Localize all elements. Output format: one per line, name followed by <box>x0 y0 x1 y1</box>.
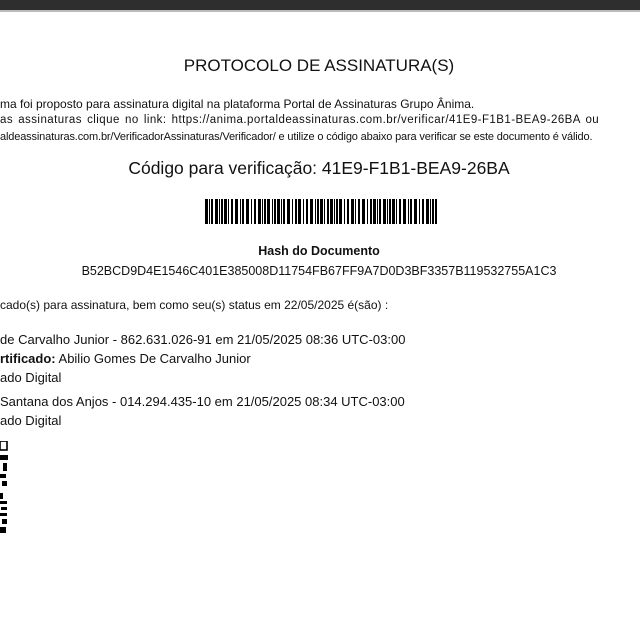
barcode-bar <box>264 199 266 224</box>
barcode-bar <box>274 199 276 224</box>
barcode-bar <box>414 199 417 224</box>
certificate-value: Abilio Gomes De Carvalho Junior <box>55 351 251 366</box>
barcode-bar <box>298 199 301 224</box>
barcode-bar <box>254 199 256 224</box>
barcode-bar <box>205 199 208 224</box>
status-line: cado(s) para assinatura, bem como seu(s) status em 22/05/2025 é(são) : <box>0 298 389 312</box>
signer-1-certificate <box>0 351 251 366</box>
signer-2-line: Santana dos Anjos - 014.294.435-10 em 21/05/2025 08:34 UTC-03:00 <box>0 394 405 409</box>
barcode-bar <box>211 199 213 224</box>
viewer-toolbar <box>0 0 640 12</box>
barcode-bar <box>246 199 249 224</box>
barcode-bar <box>336 199 338 224</box>
barcode-bar <box>242 199 244 224</box>
barcode-bar <box>389 199 391 224</box>
barcode-bar <box>358 199 360 224</box>
barcode-bar <box>435 199 437 224</box>
barcode-bar <box>327 199 329 224</box>
barcode-bar <box>224 199 227 224</box>
barcode-bar <box>419 199 420 224</box>
intro-line-2: as assinaturas clique no link: https://anima.portaldeassinaturas.com.br/verificar/41E9-F1B1-BEA9-26BA ou <box>0 114 600 126</box>
barcode-bar <box>292 199 293 224</box>
barcode-bar <box>317 199 319 224</box>
barcode-bar <box>408 199 409 224</box>
barcode-bar <box>231 199 233 224</box>
barcode-bar <box>347 199 349 224</box>
hash-value: B52BCD9D4E1546C401E385008D11754FB67FF9A7D0D3BF3357B119532755A1C3 <box>81 264 557 278</box>
barcode-bar <box>281 199 282 224</box>
barcode-bar <box>228 199 229 224</box>
barcode-bar <box>339 199 342 224</box>
barcode-bar <box>373 199 376 224</box>
page-title: PROTOCOLO DE ASSINATURA(S) <box>183 56 455 75</box>
barcode-bar <box>377 199 378 224</box>
barcode-bar <box>306 199 308 224</box>
barcode-bar <box>334 199 335 224</box>
barcode-bar <box>370 199 372 224</box>
signer-1-line: de Carvalho Junior - 862.631.026-91 em 21/05/2025 08:36 UTC-03:00 <box>0 332 406 347</box>
barcode-bar <box>240 199 241 224</box>
qr-code <box>0 441 8 535</box>
hash-heading: Hash do Documento <box>258 244 380 258</box>
barcode-bar <box>324 199 325 224</box>
barcode-bar <box>272 199 273 224</box>
barcode-bar <box>310 199 313 224</box>
barcode-bar <box>344 199 345 224</box>
signer-1-type: ado Digital <box>0 370 62 385</box>
barcode-bar <box>251 199 252 224</box>
intro-line-1: ma foi proposto para assinatura digital na plataforma Portal de Assinaturas Grupo Ânima. <box>0 97 475 111</box>
barcode-bar <box>410 199 412 224</box>
barcode-bar <box>426 199 429 224</box>
barcode-bar <box>267 199 270 224</box>
barcode-bar <box>277 199 280 224</box>
barcode-bar <box>351 199 354 224</box>
barcode-bar <box>422 199 424 224</box>
barcode-bar <box>209 199 210 224</box>
barcode-bar <box>315 199 316 224</box>
barcode-bar <box>320 199 323 224</box>
barcode-bar <box>362 199 365 224</box>
barcode-bar <box>235 199 238 224</box>
barcode-bar <box>430 199 431 224</box>
barcode-bar <box>399 199 401 224</box>
signer-2-type: ado Digital <box>0 413 62 428</box>
barcode-bar <box>303 199 304 224</box>
barcode-bar <box>330 199 333 224</box>
barcode-bar <box>287 199 290 224</box>
verification-code: Código para verificação: 41E9-F1B1-BEA9-26BA <box>128 158 510 178</box>
barcode-bar <box>392 199 395 224</box>
barcode-bar <box>379 199 381 224</box>
barcode <box>205 199 437 224</box>
barcode-bar <box>387 199 388 224</box>
barcode-bar <box>283 199 285 224</box>
barcode-bar <box>262 199 263 224</box>
barcode-bar <box>215 199 218 224</box>
barcode-bar <box>432 199 434 224</box>
barcode-bar <box>221 199 223 224</box>
barcode-bar <box>383 199 386 224</box>
barcode-bar <box>219 199 220 224</box>
barcode-bar <box>258 199 261 224</box>
barcode-bar <box>367 199 368 224</box>
certificate-label: rtificado: <box>0 351 56 366</box>
barcode-bar <box>403 199 406 224</box>
barcode-bar <box>295 199 297 224</box>
barcode-bar <box>396 199 397 224</box>
barcode-bar <box>355 199 356 224</box>
intro-line-3: aldeassinaturas.com.br/VerificadorAssinaturas/Verificador/ e utilize o código abaixo para verificar se este documento é válido. <box>0 131 593 143</box>
